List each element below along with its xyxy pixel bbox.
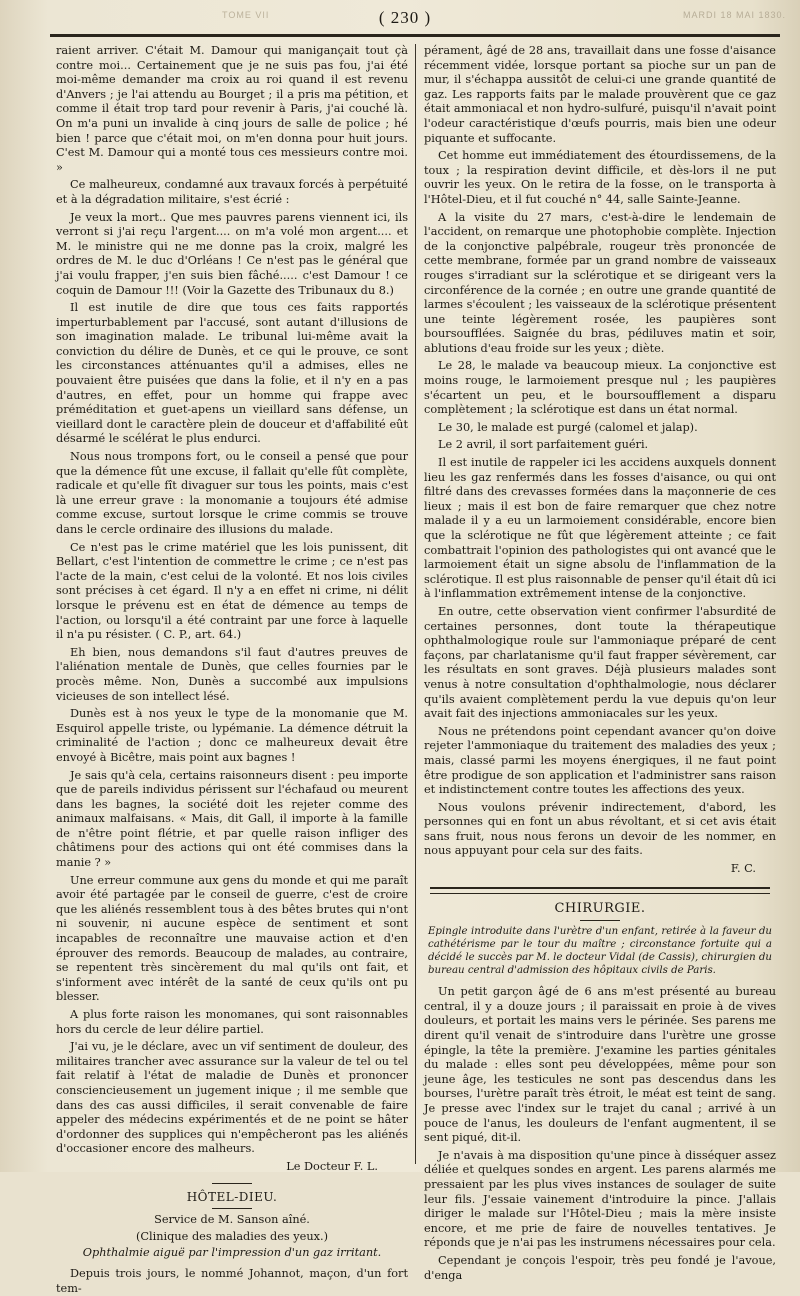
- clinic-line: (Clinique des maladies des yeux.): [136, 1229, 328, 1243]
- service-line: Service de M. Sanson aîné.: [154, 1213, 310, 1227]
- running-head: MARDI 18 MAI 1830.: [682, 10, 786, 20]
- section-rule: [580, 920, 620, 921]
- running-head-left: TOME VII: [222, 10, 270, 20]
- paragraph: Ce malheureux, condamné aux travaux forcés à perpétuité et à la dégradation militaire, s'est écrié :: [56, 178, 408, 206]
- paragraph: Dunès est à nos yeux le type de la monomanie que M. Esquirol appelle triste, ou lypémanie. La démence détruit la criminalité de l'action ; donc ce malheureux devait être envoyé à Bicêtre, mais point aux bagnes !: [56, 707, 408, 764]
- paragraph: Le 28, le malade va beaucoup mieux. La conjonctive est moins rouge, le larmoiement presque nul ; les paupières s'écartent un peu, et le boursoufflement a disparu complètement ; la sclérotique est dans un état normal.: [424, 359, 776, 417]
- section-title-hotel-dieu: HÔTEL-DIEU.: [186, 1189, 278, 1204]
- paragraph: Eh bien, nous demandons s'il faut d'autres preuves de l'aliénation mentale de Dunès, que celles fournies par le procès même. Non, Dunès a succombé aux impulsions vicieuses de son intellect lésé.: [56, 645, 408, 703]
- paragraph: Le 2 avril, il sort parfaitement guéri.: [438, 438, 649, 452]
- section-double-rule: [430, 887, 770, 894]
- signature: Le Docteur F. L.: [286, 1159, 378, 1173]
- section-title-chirurgie: CHIRURGIE.: [554, 900, 646, 916]
- paragraph: Cependant je conçois l'espoir, très peu fondé je l'avoue, d'enga: [424, 1253, 776, 1282]
- paragraph: raient arriver. C'était M. Damour qui manigançait tout çà contre moi... Certainement que je ne suis pas fou, j'ai été moi-même demander ma croix au roi quand il est revenu d'Anvers ; je l'ai attendu au Bourget ; il a pris ma pétition, et comme il était trop tard pour revenir à Paris, j'ai couché là. On m'a puni un invalide à cinq jours de salle de police ; hé bien ! parce que c'était moi, on m'en donna pour huit jours. C'est M. Damour qui a monté tous ces messieurs contre moi. »: [56, 44, 408, 174]
- paragraph: Depuis trois jours, le nommé Johannot, maçon, d'un fort tem-: [56, 1266, 408, 1295]
- paragraph: En outre, cette observation vient confirmer l'absurdité de certaines personnes, dont toute la thérapeutique ophthalmologique roule sur l'ammoniaque préparé de cent façons, par charlatanisme qu'il faut frapper sévèrement, car les résultats en sont graves. Déjà plusieurs malades sont venus à notre consultation d'ophthalmologie, nous déclarer qu'ils avaient complètement perdu la vue depuis qu'on leur avait fait des injections ammoniacales sur les yeux.: [424, 604, 776, 721]
- page-number: ( 230 ): [378, 8, 432, 27]
- right-column: [424, 44, 776, 1282]
- column-divider: [415, 44, 416, 1164]
- case-title: Ophthalmie aiguë par l'impression d'un gaz irritant.: [82, 1246, 382, 1260]
- section-rule: [212, 1208, 252, 1209]
- paragraph: Nous nous trompons fort, ou le conseil a pensé que pour que la démence fût une excuse, il fallait qu'elle fût complète, radicale et qu'elle fît divaguer sur tous les points, mais c'est là une erreur grave : la monomanie a toujours été admise comme excuse, surtout lorsque le crime commis se trouve dans le cercle ordinaire des illusions du malade.: [56, 450, 408, 536]
- header-rule: [50, 34, 780, 37]
- paragraph: Nous voulons prévenir indirectement, d'abord, les personnes qui en font un abus révoltant, et si cet avis était sans fruit, nous nous ferons un devoir de les nommer, en nous appuyant pour cela sur des faits.: [424, 800, 776, 858]
- paragraph: Le 30, le malade est purgé (calomel et jalap).: [438, 420, 698, 434]
- paragraph: Un petit garçon âgé de 6 ans m'est présenté au bureau central, il y a douze jours ; il paraissait en proie à de vives douleurs, et portait les mains vers le périnée. Ses parens me dirent qu'il venait de s'introduire dans l'urètre une grosse épingle, la tête la première. J'examine les parties génitales du malade : elles sont peu développées, même pour son jeune âge, les testicules ne sont pas descendus dans les bourses, l'urètre paraît très étroit, le méat est teint de sang. Je presse avec l'index sur le trajet du canal ; arrivé à un pouce de l'anus, les douleurs de l'enfant augmentent, il se sent piqué, dit-il.: [424, 985, 776, 1145]
- paragraph: Une erreur commune aux gens du monde et qui me paraît avoir été partagée par le conseil de guerre, c'est de croire que les aliénés ressemblent tous à des bêtes brutes qui n'ont ni souvenir, ni aucune espèce de sentiment et sont incapables de reconnaître une mauvaise action et d'en éprouver des remords. Beaucoup de malades, au contraire, se repentent très sincèrement du mal qu'ils ont fait, et s'informent avec intérêt de la santé de ceux qu'ils ont pu blesser.: [56, 873, 408, 1004]
- paragraph: J'ai vu, je le déclare, avec un vif sentiment de douleur, des militaires trancher avec assurance sur la valeur de tel ou tel fait relatif à l'état de maladie de Dunès et prononcer consciencieusement un jugement inique ; il me semble que dans des cas aussi difficiles, il serait convenable de faire appeler des médecins expérimentés et de ne point se hâter d'ordonner des supplices qui n'empêcheront pas les aliénés d'occasioner encore des malheurs.: [56, 1040, 408, 1156]
- paragraph: pérament, âgé de 28 ans, travaillait dans une fosse d'aisance récemment vidée, lorsque portant sa pioche sur un pan de mur, il s'échappa aussitôt de celui-ci une grande quantité de gaz. Les rapports faits par le malade prouvèrent que ce gaz était ammoniacal et non hydro-sulfuré, puisqu'il n'avait point l'odeur caractéristique d'œufs pourris, mais bien une odeur piquante et suffocante.: [424, 44, 776, 145]
- paragraph: Il est inutile de rappeler ici les accidens auxquels donnent lieu les gaz renfermés dans les fosses d'aisance, ou qui ont filtré dans des crevasses formées dans la maçonnerie de ces lieux ; mais il est bon de faire remarquer que chez notre malade il y a eu un larmoiement considérable, encore bien que la sclérotique ne fût que légèrement atteinte ; ce fait combattrait l'opinion des pathologistes qui ont avancé que le larmoiement était un signe absolu de l'inflammation de la sclérotique. Il est plus raisonnable de penser qu'il était dû ici à l'inflammation extrêmement intense de la conjonctive.: [424, 456, 776, 601]
- case-heading: Epingle introduite dans l'urètre d'un enfant, retirée à la faveur du cathétérisme par le tour du maître ; circonstance fortuite qui a décidé le succès par M. le docteur Vidal (de Cassis), chirurgien du bureau central d'admission des hôpitaux civils de Paris.: [428, 926, 772, 977]
- paragraph: Il est inutile de dire que tous ces faits rapportés imperturbablement par l'accusé, sont autant d'illusions de son imagination malade. Le tribunal lui-même avait la conviction du délire de Dunès, et ce qui le prouve, ce sont les circonstances atténuantes qu'il a admises, elles ne pouvaient être puisées que dans la folie, et il n'y en a pas d'autres, en effet, pour un homme qui frappe avec préméditation et guet-apens un vieillard sans défense, un vieillard dont le caractère plein de douceur et d'affabilité eût désarmé le scélérat le plus endurci.: [56, 301, 408, 446]
- paragraph: Ce n'est pas le crime matériel que les lois punissent, dit Bellart, c'est l'intention de commettre le crime ; ce n'est pas l'acte de la main, c'est celui de la volonté. Et nos lois civiles sont précises à cet égard. Il n'y a en effet ni crime, ni délit lorsque le prévenu est en état de démence au temps de l'action, ou lorsqu'il a été contraint par une force à laquelle il n'a pu résister. ( C. P., art. 64.): [56, 540, 408, 642]
- paragraph: Cet homme eut immédiatement des étourdissemens, de la toux ; la respiration devint difficile, et dès-lors il ne put ouvrir les yeux. On le retira de la fosse, on le transporta à l'Hôtel-Dieu, et il fut couché n° 44, salle Sainte-Jeanne.: [424, 149, 776, 206]
- paragraph: A la visite du 27 mars, c'est-à-dire le lendemain de l'accident, on remarque une photophobie complète. Injection de la conjonctive palpébrale, rougeur très prononcée de cette membrane, formée par un grand nombre de vaisseaux rouges s'irradiant sur la sclérotique et se dirigeant vers la circonférence de la cornée ; en outre une grande quantité de larmes s'écoulent ; les vaisseaux de la sclérotique présentent une teinte légèrement rosée, les paupières sont boursoufflées. Saignée du bras, pédiluves matin et soir, ablutions d'eau froide sur les yeux ; diète.: [424, 210, 776, 355]
- paragraph: Je sais qu'à cela, certains raisonneurs disent : peu importe que de pareils individus périssent sur l'échafaud ou meurent dans les bagnes, la société doit les rejeter comme des animaux malfaisans. « Mais, dit Gall, il importe à la famille de n'être point flétrie, et par quelle raison infliger des châtimens pour des actions qui ont été commises dans la manie ? »: [56, 768, 408, 870]
- paragraph: Nous ne prétendons point cependant avancer qu'on doive rejeter l'ammoniaque du traitement des maladies des yeux ; mais, classé parmi les moyens énergiques, il ne faut point être prodigue de son application et l'administrer sans raison et indistinctement contre toutes les affections des yeux.: [424, 724, 776, 797]
- signature: F. C.: [730, 862, 756, 876]
- paragraph: Je n'avais à ma disposition qu'une pince à disséquer assez déliée et quelques sondes en argent. Les parens alarmés me pressaient par les plus vives instances de soulager de suite leur fils. J'essaie vainement d'introduire la pince. J'allais diriger le malade sur l'Hôtel-Dieu ; mais la mère insiste encore, et me prie de faire de nouvelles tentatives. Je réponds que je n'ai pas les instrumens nécessaires pour cela.: [424, 1148, 776, 1250]
- section-rule: [212, 1183, 252, 1184]
- page-header: [0, 6, 800, 32]
- paragraph: Je veux la mort.. Que mes pauvres parens viennent ici, ils verront si j'ai reçu l'argent.... on m'a volé mon argent.... et M. le ministre qui ne me donne pas la croix, malgré les ordres de M. le duc d'Orléans ! Ce n'est pas le général que j'ai voulu frapper, j'en suis bien fâché..... c'est Damour ! ce coquin de Damour !!! (Voir la Gazette des Tribunaux du 8.): [56, 210, 408, 297]
- left-column: [56, 44, 408, 1295]
- paragraph: A plus forte raison les monomanes, qui sont raisonnables hors du cercle de leur délire partiel.: [56, 1008, 408, 1036]
